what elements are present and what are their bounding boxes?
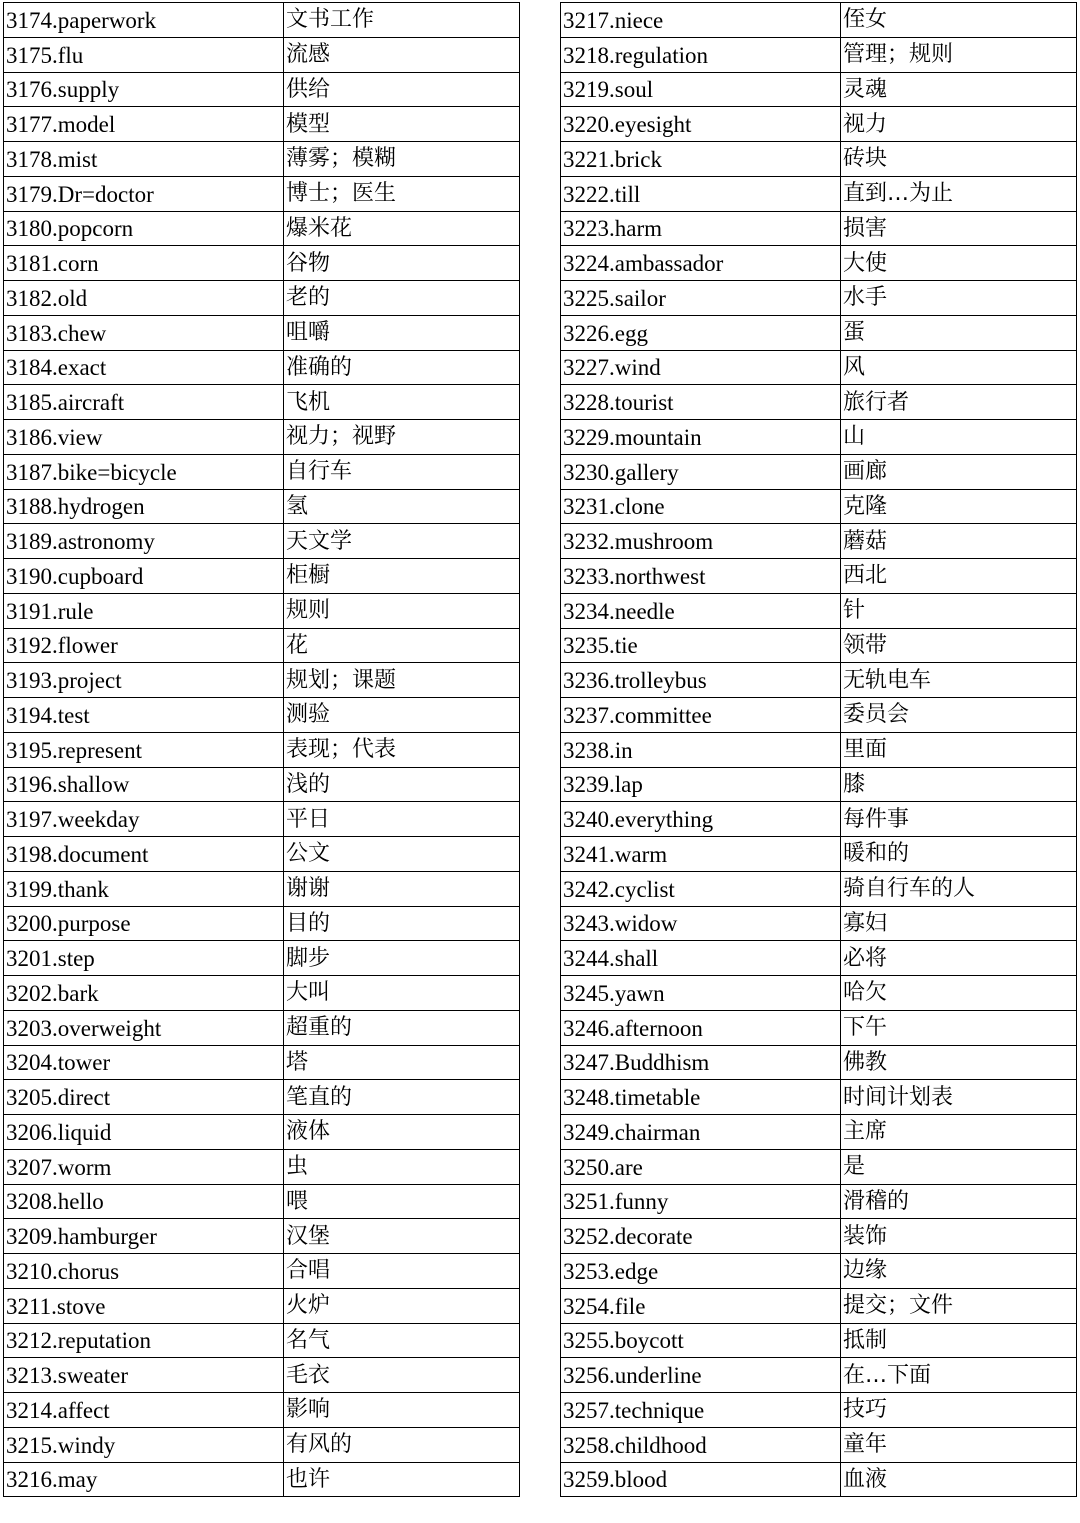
vocab-word-cell: 3226.egg: [561, 315, 841, 350]
table-row: [4, 211, 520, 246]
vocab-meaning-cell: 领带: [841, 628, 1077, 663]
vocab-word-cell: 3257.technique: [561, 1393, 841, 1428]
table-row: [561, 315, 1077, 350]
vocab-meaning-cell: 膝: [841, 767, 1077, 802]
vocab-meaning-cell: 谷物: [284, 246, 520, 281]
vocab-word-cell: 3190.cupboard: [4, 559, 284, 594]
vocab-meaning-cell: 咀嚼: [284, 315, 520, 350]
table-row: [561, 1462, 1077, 1497]
table-row: [561, 454, 1077, 489]
vocab-word-cell: 3197.weekday: [4, 802, 284, 837]
vocab-word-cell: 3191.rule: [4, 593, 284, 628]
table-row: [4, 489, 520, 524]
table-row: [561, 281, 1077, 316]
table-row: [4, 1219, 520, 1254]
vocab-word-cell: 3234.needle: [561, 593, 841, 628]
vocab-table-left-body: [4, 3, 520, 1497]
vocab-word-cell: 3238.in: [561, 732, 841, 767]
table-row: [561, 3, 1077, 38]
vocab-meaning-cell: 平日: [284, 802, 520, 837]
vocab-meaning-cell: 天文学: [284, 524, 520, 559]
table-row: [4, 1288, 520, 1323]
table-row: [4, 315, 520, 350]
table-row: [561, 698, 1077, 733]
vocab-meaning-cell: 流感: [284, 37, 520, 72]
vocab-meaning-cell: 直到…为止: [841, 176, 1077, 211]
vocab-meaning-cell: 飞机: [284, 385, 520, 420]
table-row: [4, 385, 520, 420]
vocab-word-cell: 3256.underline: [561, 1358, 841, 1393]
vocab-word-cell: 3231.clone: [561, 489, 841, 524]
vocab-meaning-cell: 公文: [284, 837, 520, 872]
vocab-meaning-cell: 寡妇: [841, 906, 1077, 941]
table-row: [4, 3, 520, 38]
vocab-word-cell: 3202.bark: [4, 976, 284, 1011]
table-row: [4, 281, 520, 316]
vocab-word-cell: 3225.sailor: [561, 281, 841, 316]
vocab-meaning-cell: 合唱: [284, 1254, 520, 1289]
vocab-meaning-cell: 山: [841, 420, 1077, 455]
vocab-meaning-cell: 规划；课题: [284, 663, 520, 698]
table-row: [4, 246, 520, 281]
vocab-word-cell: 3254.file: [561, 1288, 841, 1323]
table-row: [4, 107, 520, 142]
table-row: [4, 871, 520, 906]
vocab-meaning-cell: 里面: [841, 732, 1077, 767]
table-row: [561, 1045, 1077, 1080]
vocab-word-cell: 3218.regulation: [561, 37, 841, 72]
table-row: [561, 628, 1077, 663]
vocab-word-cell: 3180.popcorn: [4, 211, 284, 246]
table-row: [4, 72, 520, 107]
vocab-word-cell: 3203.overweight: [4, 1010, 284, 1045]
vocab-meaning-cell: 测验: [284, 698, 520, 733]
vocab-word-cell: 3211.stove: [4, 1288, 284, 1323]
vocab-meaning-cell: 边缘: [841, 1254, 1077, 1289]
table-row: [561, 1358, 1077, 1393]
vocab-word-cell: 3182.old: [4, 281, 284, 316]
vocab-meaning-cell: 笔直的: [284, 1080, 520, 1115]
vocab-meaning-cell: 规则: [284, 593, 520, 628]
table-row: [561, 1080, 1077, 1115]
table-row: [4, 906, 520, 941]
table-row: [4, 37, 520, 72]
vocab-word-cell: 3251.funny: [561, 1184, 841, 1219]
vocab-meaning-cell: 时间计划表: [841, 1080, 1077, 1115]
vocab-meaning-cell: 抵制: [841, 1323, 1077, 1358]
table-row: [4, 524, 520, 559]
table-row: [4, 142, 520, 177]
vocab-word-cell: 3207.worm: [4, 1149, 284, 1184]
vocab-meaning-cell: 有风的: [284, 1427, 520, 1462]
table-row: [561, 1184, 1077, 1219]
vocab-table-left: [3, 2, 520, 1497]
table-row: [4, 1462, 520, 1497]
vocab-word-cell: 3232.mushroom: [561, 524, 841, 559]
table-row: [561, 871, 1077, 906]
table-row: [4, 628, 520, 663]
vocab-word-cell: 3228.tourist: [561, 385, 841, 420]
vocab-meaning-cell: 侄女: [841, 3, 1077, 38]
vocab-meaning-cell: 博士；医生: [284, 176, 520, 211]
vocab-word-cell: 3250.are: [561, 1149, 841, 1184]
table-row: [561, 1323, 1077, 1358]
table-row: [4, 767, 520, 802]
vocab-meaning-cell: 水手: [841, 281, 1077, 316]
table-row: [4, 1323, 520, 1358]
table-row: [561, 1219, 1077, 1254]
table-row: [561, 37, 1077, 72]
vocab-meaning-cell: 谢谢: [284, 871, 520, 906]
vocab-meaning-cell: 旅行者: [841, 385, 1077, 420]
table-row: [561, 142, 1077, 177]
table-row: [561, 1393, 1077, 1428]
vocab-word-cell: 3259.blood: [561, 1462, 841, 1497]
vocab-meaning-cell: 技巧: [841, 1393, 1077, 1428]
table-row: [561, 420, 1077, 455]
vocab-word-cell: 3239.lap: [561, 767, 841, 802]
vocab-table-right: [560, 2, 1077, 1497]
vocab-word-cell: 3243.widow: [561, 906, 841, 941]
vocab-word-cell: 3195.represent: [4, 732, 284, 767]
table-row: [561, 524, 1077, 559]
vocab-meaning-cell: 暖和的: [841, 837, 1077, 872]
table-row: [561, 941, 1077, 976]
table-row: [561, 1288, 1077, 1323]
vocab-word-cell: 3184.exact: [4, 350, 284, 385]
vocab-word-cell: 3221.brick: [561, 142, 841, 177]
vocab-word-cell: 3242.cyclist: [561, 871, 841, 906]
vocab-meaning-cell: 模型: [284, 107, 520, 142]
table-row: [561, 802, 1077, 837]
vocab-meaning-cell: 汉堡: [284, 1219, 520, 1254]
vocab-word-cell: 3194.test: [4, 698, 284, 733]
table-row: [561, 1254, 1077, 1289]
vocab-word-cell: 3255.boycott: [561, 1323, 841, 1358]
table-row: [561, 837, 1077, 872]
table-row: [561, 176, 1077, 211]
vocab-meaning-cell: 视力: [841, 107, 1077, 142]
vocab-meaning-cell: 画廊: [841, 454, 1077, 489]
table-row: [4, 1115, 520, 1150]
table-row: [4, 176, 520, 211]
vocab-meaning-cell: 提交；文件: [841, 1288, 1077, 1323]
vocab-word-cell: 3215.windy: [4, 1427, 284, 1462]
vocab-meaning-cell: 损害: [841, 211, 1077, 246]
table-row: [4, 350, 520, 385]
vocab-meaning-cell: 下午: [841, 1010, 1077, 1045]
vocab-word-cell: 3236.trolleybus: [561, 663, 841, 698]
vocab-meaning-cell: 大使: [841, 246, 1077, 281]
table-row: [561, 1010, 1077, 1045]
table-row: [4, 1427, 520, 1462]
vocab-word-cell: 3223.harm: [561, 211, 841, 246]
vocab-meaning-cell: 委员会: [841, 698, 1077, 733]
vocab-meaning-cell: 每件事: [841, 802, 1077, 837]
table-row: [4, 698, 520, 733]
vocab-word-cell: 3175.flu: [4, 37, 284, 72]
vocab-word-cell: 3222.till: [561, 176, 841, 211]
vocab-word-cell: 3177.model: [4, 107, 284, 142]
vocab-meaning-cell: 骑自行车的人: [841, 871, 1077, 906]
vocab-word-cell: 3217.niece: [561, 3, 841, 38]
table-row: [4, 1045, 520, 1080]
table-row: [4, 559, 520, 594]
vocab-word-cell: 3188.hydrogen: [4, 489, 284, 524]
vocab-word-cell: 3176.supply: [4, 72, 284, 107]
vocab-word-cell: 3235.tie: [561, 628, 841, 663]
vocab-meaning-cell: 塔: [284, 1045, 520, 1080]
vocab-meaning-cell: 必将: [841, 941, 1077, 976]
vocab-word-cell: 3193.project: [4, 663, 284, 698]
table-row: [561, 732, 1077, 767]
vocab-meaning-cell: 血液: [841, 1462, 1077, 1497]
vocab-word-cell: 3187.bike=bicycle: [4, 454, 284, 489]
vocab-meaning-cell: 主席: [841, 1115, 1077, 1150]
table-row: [4, 1010, 520, 1045]
table-row: [4, 976, 520, 1011]
table-row: [4, 1080, 520, 1115]
vocab-meaning-cell: 表现；代表: [284, 732, 520, 767]
table-row: [561, 1115, 1077, 1150]
vocab-word-cell: 3198.document: [4, 837, 284, 872]
vocab-meaning-cell: 风: [841, 350, 1077, 385]
vocab-word-cell: 3213.sweater: [4, 1358, 284, 1393]
vocab-meaning-cell: 蘑菇: [841, 524, 1077, 559]
table-row: [4, 663, 520, 698]
vocab-word-cell: 3192.flower: [4, 628, 284, 663]
vocab-word-cell: 3220.eyesight: [561, 107, 841, 142]
vocab-meaning-cell: 火炉: [284, 1288, 520, 1323]
vocab-meaning-cell: 克隆: [841, 489, 1077, 524]
vocab-meaning-cell: 脚步: [284, 941, 520, 976]
vocab-meaning-cell: 毛衣: [284, 1358, 520, 1393]
vocab-word-cell: 3249.chairman: [561, 1115, 841, 1150]
vocab-word-cell: 3224.ambassador: [561, 246, 841, 281]
vocab-meaning-cell: 童年: [841, 1427, 1077, 1462]
table-row: [4, 1393, 520, 1428]
table-row: [561, 559, 1077, 594]
vocab-word-cell: 3199.thank: [4, 871, 284, 906]
vocab-meaning-cell: 砖块: [841, 142, 1077, 177]
vocab-meaning-cell: 装饰: [841, 1219, 1077, 1254]
vocab-word-cell: 3189.astronomy: [4, 524, 284, 559]
vocab-word-cell: 3233.northwest: [561, 559, 841, 594]
vocab-word-cell: 3206.liquid: [4, 1115, 284, 1150]
vocab-meaning-cell: 滑稽的: [841, 1184, 1077, 1219]
vocab-word-cell: 3204.tower: [4, 1045, 284, 1080]
vocab-meaning-cell: 影响: [284, 1393, 520, 1428]
vocab-word-cell: 3196.shallow: [4, 767, 284, 802]
table-row: [561, 72, 1077, 107]
vocab-meaning-cell: 名气: [284, 1323, 520, 1358]
table-row: [4, 1149, 520, 1184]
vocab-word-cell: 3201.step: [4, 941, 284, 976]
vocab-meaning-cell: 薄雾；模糊: [284, 142, 520, 177]
vocab-table-right-body: [561, 3, 1077, 1497]
vocab-meaning-cell: 虫: [284, 1149, 520, 1184]
vocab-meaning-cell: 柜橱: [284, 559, 520, 594]
vocab-meaning-cell: 超重的: [284, 1010, 520, 1045]
table-row: [4, 802, 520, 837]
vocab-meaning-cell: 哈欠: [841, 976, 1077, 1011]
vocab-word-cell: 3248.timetable: [561, 1080, 841, 1115]
vocab-word-cell: 3179.Dr=doctor: [4, 176, 284, 211]
table-row: [4, 454, 520, 489]
table-row: [561, 906, 1077, 941]
vocab-word-cell: 3230.gallery: [561, 454, 841, 489]
table-row: [4, 1254, 520, 1289]
table-row: [561, 350, 1077, 385]
vocab-word-cell: 3245.yawn: [561, 976, 841, 1011]
table-row: [561, 211, 1077, 246]
vocab-meaning-cell: 花: [284, 628, 520, 663]
vocab-word-cell: 3229.mountain: [561, 420, 841, 455]
vocab-meaning-cell: 西北: [841, 559, 1077, 594]
table-row: [4, 420, 520, 455]
table-row: [561, 385, 1077, 420]
vocab-meaning-cell: 喂: [284, 1184, 520, 1219]
vocab-word-cell: 3247.Buddhism: [561, 1045, 841, 1080]
table-row: [561, 107, 1077, 142]
vocab-meaning-cell: 老的: [284, 281, 520, 316]
vocab-word-cell: 3253.edge: [561, 1254, 841, 1289]
vocab-meaning-cell: 是: [841, 1149, 1077, 1184]
table-row: [4, 593, 520, 628]
vocab-word-cell: 3174.paperwork: [4, 3, 284, 38]
vocab-meaning-cell: 也许: [284, 1462, 520, 1497]
vocab-meaning-cell: 文书工作: [284, 3, 520, 38]
vocab-meaning-cell: 佛教: [841, 1045, 1077, 1080]
vocab-word-cell: 3181.corn: [4, 246, 284, 281]
table-row: [4, 1358, 520, 1393]
vocab-word-cell: 3209.hamburger: [4, 1219, 284, 1254]
vocab-meaning-cell: 在…下面: [841, 1358, 1077, 1393]
vocab-meaning-cell: 无轨电车: [841, 663, 1077, 698]
table-row: [561, 246, 1077, 281]
vocab-word-cell: 3183.chew: [4, 315, 284, 350]
vocab-word-cell: 3212.reputation: [4, 1323, 284, 1358]
vocab-word-cell: 3185.aircraft: [4, 385, 284, 420]
vocab-word-cell: 3210.chorus: [4, 1254, 284, 1289]
table-row: [4, 837, 520, 872]
table-row: [561, 593, 1077, 628]
vocab-word-cell: 3208.hello: [4, 1184, 284, 1219]
vocab-word-cell: 3214.affect: [4, 1393, 284, 1428]
vocab-word-cell: 3240.everything: [561, 802, 841, 837]
vocab-word-cell: 3205.direct: [4, 1080, 284, 1115]
vocab-word-cell: 3186.view: [4, 420, 284, 455]
vocab-word-cell: 3200.purpose: [4, 906, 284, 941]
vocab-word-cell: 3237.committee: [561, 698, 841, 733]
vocab-meaning-cell: 视力；视野: [284, 420, 520, 455]
table-row: [561, 976, 1077, 1011]
vocab-word-cell: 3227.wind: [561, 350, 841, 385]
vocab-word-cell: 3246.afternoon: [561, 1010, 841, 1045]
vocab-meaning-cell: 供给: [284, 72, 520, 107]
vocab-meaning-cell: 管理；规则: [841, 37, 1077, 72]
table-row: [561, 489, 1077, 524]
vocab-meaning-cell: 液体: [284, 1115, 520, 1150]
vocab-word-cell: 3244.shall: [561, 941, 841, 976]
vocab-word-cell: 3258.childhood: [561, 1427, 841, 1462]
table-row: [4, 1184, 520, 1219]
vocab-word-cell: 3252.decorate: [561, 1219, 841, 1254]
vocab-meaning-cell: 蛋: [841, 315, 1077, 350]
vocab-meaning-cell: 自行车: [284, 454, 520, 489]
table-row: [561, 1149, 1077, 1184]
vocab-meaning-cell: 准确的: [284, 350, 520, 385]
vocab-word-cell: 3178.mist: [4, 142, 284, 177]
vocab-meaning-cell: 氢: [284, 489, 520, 524]
vocab-word-cell: 3241.warm: [561, 837, 841, 872]
vocab-meaning-cell: 浅的: [284, 767, 520, 802]
table-row: [4, 941, 520, 976]
table-row: [561, 767, 1077, 802]
vocab-word-cell: 3219.soul: [561, 72, 841, 107]
vocab-word-cell: 3216.may: [4, 1462, 284, 1497]
vocab-meaning-cell: 爆米花: [284, 211, 520, 246]
vocab-meaning-cell: 针: [841, 593, 1077, 628]
vocab-meaning-cell: 大叫: [284, 976, 520, 1011]
vocab-meaning-cell: 灵魂: [841, 72, 1077, 107]
table-row: [561, 1427, 1077, 1462]
vocab-meaning-cell: 目的: [284, 906, 520, 941]
table-row: [561, 663, 1077, 698]
table-row: [4, 732, 520, 767]
